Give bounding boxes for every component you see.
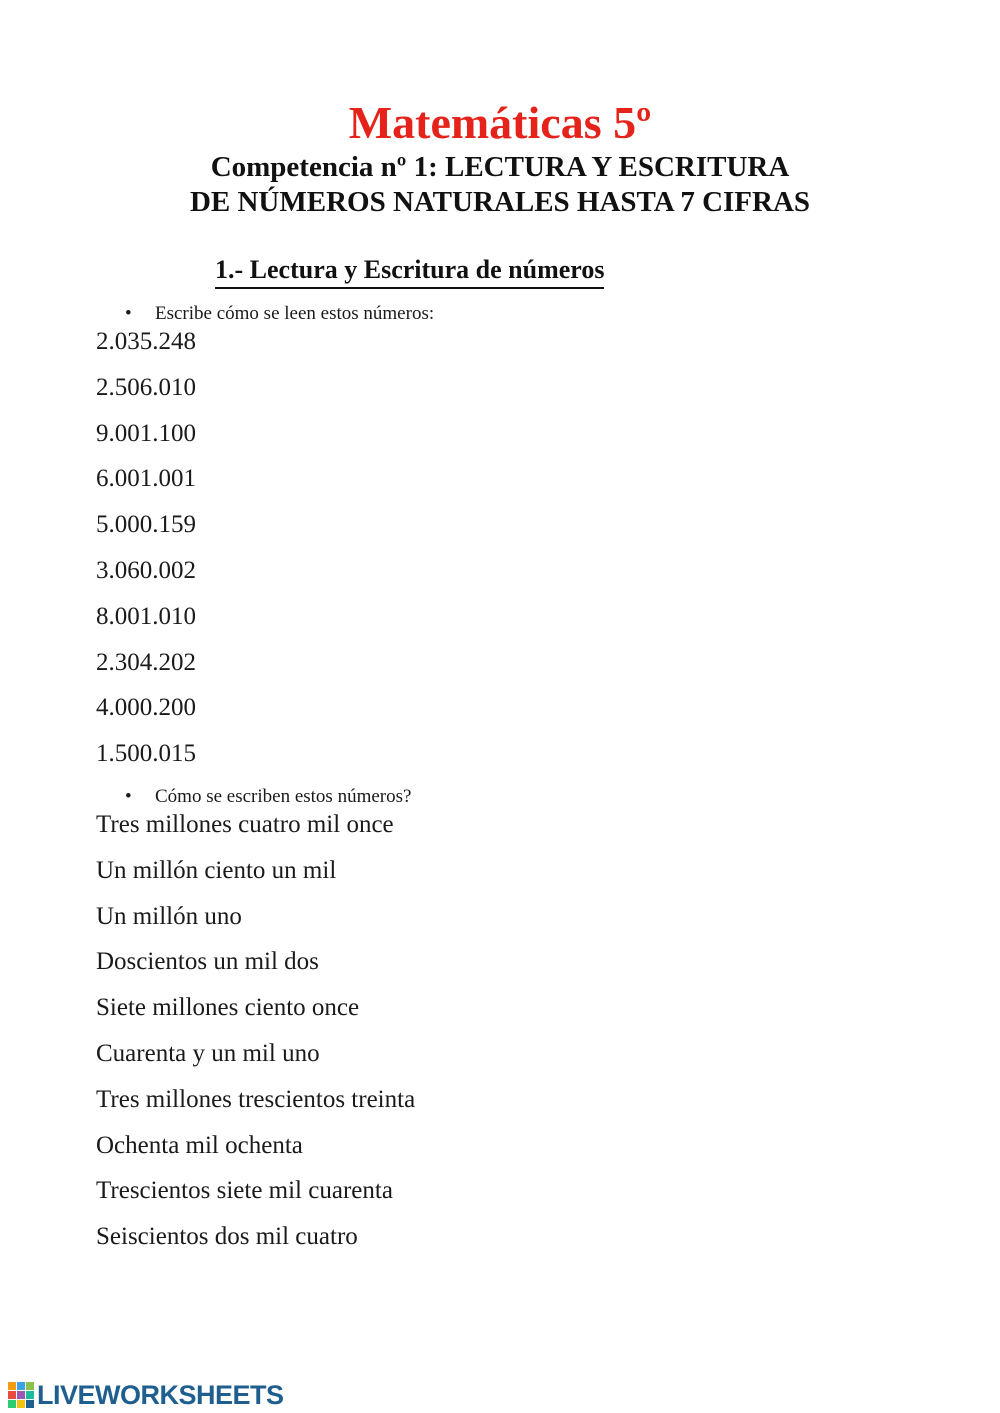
list-item: 8.001.010 <box>96 602 196 630</box>
bullet-dot: • <box>125 786 132 807</box>
section-heading: 1.- Lectura y Escritura de números <box>215 254 604 289</box>
number-list <box>96 327 196 785</box>
list-item: Seiscientos dos mil cuatro <box>96 1223 358 1251</box>
page-subtitle <box>0 150 1000 220</box>
list-item: Cuarenta y un mil uno <box>96 1039 320 1067</box>
exercise1-instruction-text: Escribe cómo se leen estos números: <box>155 303 435 324</box>
list-item: 5.000.159 <box>96 511 196 539</box>
list-item: 1.500.015 <box>96 740 196 768</box>
exercise2-instruction <box>125 785 411 809</box>
list-item: 2.035.248 <box>96 328 196 355</box>
list-item: Tres millones cuatro mil once <box>96 811 394 838</box>
logo-text: LIVEWORKSHEETS <box>37 1379 284 1410</box>
list-item: 6.001.001 <box>96 465 196 493</box>
exercise1-instruction <box>125 302 434 326</box>
list-item: 4.000.200 <box>96 694 196 722</box>
list-item: Ochenta mil ochenta <box>96 1131 303 1159</box>
liveworksheets-logo <box>8 1380 284 1410</box>
bullet-dot: • <box>125 303 132 324</box>
page-title: Matemáticas 5º <box>348 97 652 148</box>
list-item: Un millón ciento un mil <box>96 856 337 884</box>
list-item: Tres millones trescientos treinta <box>96 1085 416 1113</box>
list-item: Doscientos un mil dos <box>96 948 319 976</box>
exercise2-instruction-text: Cómo se escriben estos números? <box>155 786 412 807</box>
list-item: 2.304.202 <box>96 648 196 676</box>
subtitle-line-2: DE NÚMEROS NATURALES HASTA 7 CIFRAS <box>189 186 811 218</box>
list-item: 9.001.100 <box>96 419 196 447</box>
subtitle-line-1: Competencia nº 1: LECTURA Y ESCRITURA <box>210 151 790 183</box>
words-list <box>96 810 415 1268</box>
list-item: Trescientos siete mil cuarenta <box>96 1177 393 1205</box>
list-item: 2.506.010 <box>96 373 196 401</box>
liveworksheets-logo-icon <box>8 1382 34 1408</box>
list-item: 3.060.002 <box>96 556 196 584</box>
list-item: Siete millones ciento once <box>96 994 360 1022</box>
list-item: Un millón uno <box>96 902 242 930</box>
